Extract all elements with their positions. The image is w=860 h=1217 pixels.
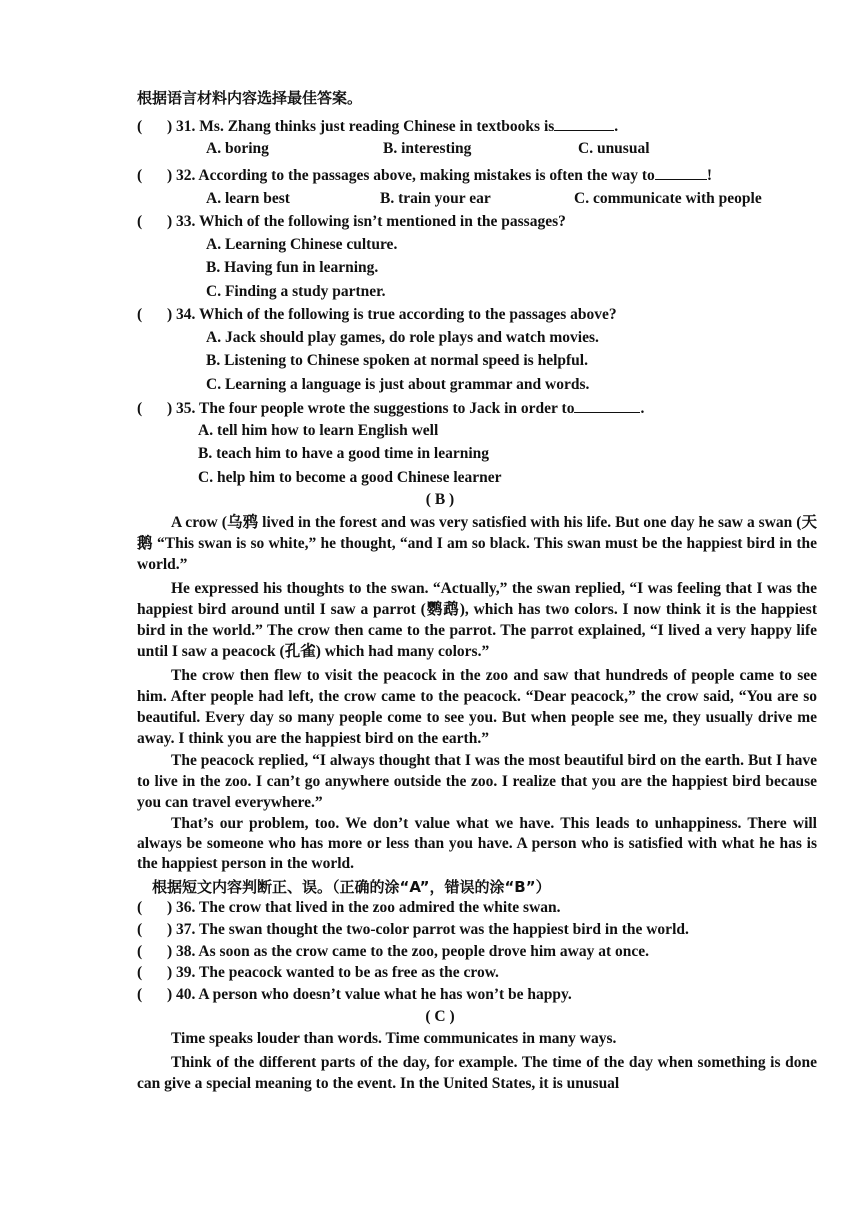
passage-c-paragraph: Time speaks louder than words. Time communicates in many ways. — [171, 1030, 617, 1047]
passage-b-paragraph: He expressed his thoughts to the swan. “Actually,” the swan replied, “I was feeling that I was the happiest bird around until I saw a parrot (鹦鹉), which has two colors. I now think it is the happiest bird in the world.” The crow then came to the parrot. The parrot explained, “I lived a very happy life until I saw a peacock (孔雀) which had many colors.” — [137, 580, 817, 660]
question-40 — [137, 985, 572, 1005]
q32-option-a: A. learn best — [206, 190, 290, 207]
section1-heading: 根据语言材料内容选择最佳答案。 — [137, 89, 363, 107]
question-text: ) 37. The swan thought the two-color parrot was the happiest bird in the world. — [167, 921, 689, 938]
answer-paren[interactable]: ( — [137, 400, 143, 417]
question-text: ) 40. A person who doesn’t value what he has won’t be happy. — [167, 986, 572, 1003]
question-31 — [137, 116, 618, 137]
q35-option-c: C. help him to become a good Chinese learner — [198, 469, 502, 486]
section-c-title: ( C ) — [425, 1008, 455, 1025]
question-33 — [137, 212, 566, 232]
question-32 — [137, 165, 712, 186]
q32-option-c: C. communicate with people — [574, 190, 762, 207]
q31-option-a: A. boring — [206, 140, 269, 157]
answer-paren[interactable]: ( — [137, 213, 143, 230]
passage-c-paragraph: Think of the different parts of the day, for example. The time of the day when something is done can give a special meaning to the event. In the United States, it is unusual — [137, 1054, 817, 1092]
answer-paren[interactable]: ( — [137, 986, 143, 1003]
q33-option-a: A. Learning Chinese culture. — [206, 236, 398, 253]
q31-option-b: B. interesting — [383, 140, 472, 157]
answer-paren[interactable]: ( — [137, 899, 143, 916]
question-text: ) 38. As soon as the crow came to the zoo, people drove him away at once. — [167, 943, 650, 960]
q32-option-b: B. train your ear — [380, 190, 491, 207]
passage-b-paragraph: That’s our problem, too. We don’t value what we have. This leads to unhappiness. There will always be someone who has more or less than you have. A person who is satisfied with what he has is the happiest person in the world. — [137, 815, 817, 872]
question-35 — [137, 398, 644, 419]
question-end: ! — [706, 167, 712, 184]
question-end: . — [614, 118, 619, 135]
question-34 — [137, 305, 617, 325]
q35-option-a: A. tell him how to learn English well — [198, 422, 439, 439]
question-text: ) 31. Ms. Zhang thinks just reading Chinese in textbooks is — [167, 118, 555, 135]
question-text: ) 32. According to the passages above, making mistakes is often the way to — [167, 167, 655, 184]
answer-paren[interactable]: ( — [137, 306, 143, 323]
q33-option-c: C. Finding a study partner. — [206, 283, 386, 300]
question-text: ) 34. Which of the following is true according to the passages above? — [167, 306, 617, 323]
question-end: . — [640, 400, 645, 417]
section-b-title: ( B ) — [425, 491, 455, 508]
question-39 — [137, 963, 499, 983]
answer-paren[interactable]: ( — [137, 167, 143, 184]
passage-b-paragraph: The peacock replied, “I always thought that I was the most beautiful bird on the earth. But I have to live in the zoo. I can’t go anywhere outside the zoo. I realize that you are the happiest bird because you can travel everywhere.” — [137, 752, 817, 811]
answer-paren[interactable]: ( — [137, 943, 143, 960]
answer-paren[interactable]: ( — [137, 964, 143, 981]
question-text: ) 36. The crow that lived in the zoo admired the white swan. — [167, 899, 561, 916]
q34-option-a: A. Jack should play games, do role plays and watch movies. — [206, 329, 599, 346]
q31-option-c: C. unusual — [578, 140, 650, 157]
passage-b-paragraph: A crow (乌鸦 lived in the forest and was very satisfied with his life. But one day he saw a swan (天鹅 “This swan is so white,” he thought, “and I am so black. This swan must be the happiest bird in the world.” — [137, 514, 817, 573]
question-38 — [137, 942, 649, 962]
answer-paren[interactable]: ( — [137, 921, 143, 938]
answer-paren[interactable]: ( — [137, 118, 143, 135]
section2-heading: 根据短文内容判断正、误。（正确的涂“A”，错误的涂“B”） — [152, 878, 551, 896]
answer-blank — [574, 398, 640, 413]
q34-option-b: B. Listening to Chinese spoken at normal speed is helpful. — [206, 352, 588, 369]
answer-blank — [554, 116, 614, 131]
question-text: ) 33. Which of the following isn’t mentioned in the passages? — [167, 213, 566, 230]
question-text: ) 35. The four people wrote the suggestions to Jack in order to — [167, 400, 575, 417]
question-36 — [137, 898, 561, 918]
question-text: ) 39. The peacock wanted to be as free as the crow. — [167, 964, 499, 981]
q34-option-c: C. Learning a language is just about grammar and words. — [206, 376, 590, 393]
question-37 — [137, 920, 689, 940]
answer-blank — [655, 165, 707, 180]
q35-option-b: B. teach him to have a good time in learning — [198, 445, 490, 462]
passage-b-paragraph: The crow then flew to visit the peacock in the zoo and saw that hundreds of people came to see him. After people had left, the crow came to the peacock. “Dear peacock,” the crow said, “You are so beautiful. Every day so many people come to see you. But when people see me, they usually drive me away. I think you are the happiest bird on the earth.” — [137, 667, 817, 747]
q33-option-b: B. Having fun in learning. — [206, 259, 379, 276]
